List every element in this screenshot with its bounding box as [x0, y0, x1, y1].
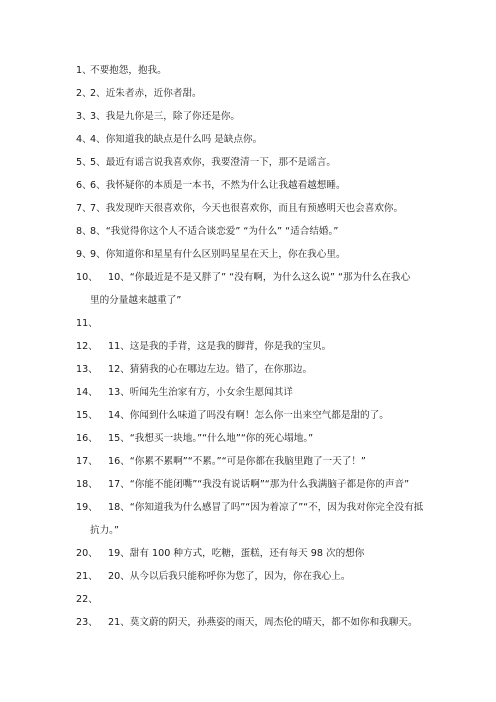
list-item: [0, 63, 496, 79]
item-text: 18、“你知道我为什么感冒了吗”“因为着凉了”“不，因为我对你完全没有抵: [108, 502, 424, 513]
item-text: 9、你知道你和星星有什么区别吗星星在天上，你在我心里。: [90, 249, 346, 260]
item-text: 14、你闻到什么味道了吗没有啊！怎么你一出来空气都是甜的了。: [108, 410, 389, 421]
item-text: 8、“我觉得你这个人不适合谈恋爱” “为什么” “适合结婚。”: [90, 226, 339, 237]
item-text: 6、我怀疑你的本质是一本书，不然为什么让我越看越想睡。: [90, 180, 346, 191]
item-text: 13、听闻先生治家有方，小女余生愿闻其详: [108, 387, 293, 398]
list-item: [0, 546, 496, 562]
list-item: [0, 224, 496, 240]
item-number: 21、: [76, 571, 98, 582]
item-text: 10、“你最近是不是又胖了” “没有啊，为什么这么说” “那为什么在我心: [108, 272, 411, 283]
item-text: 2、近朱者赤，近你者甜。: [90, 88, 202, 99]
list-item: [0, 408, 496, 424]
item-text: 不要抱怨，抱我。: [90, 65, 167, 76]
list-item-continuation: [0, 523, 496, 539]
item-number: 20、: [76, 548, 98, 559]
item-number: 12、: [76, 341, 98, 352]
item-number: 16、: [76, 433, 98, 444]
item-text: 5、最近有谣言说我喜欢你，我要澄清一下，那不是谣言。: [90, 157, 336, 168]
item-number: 11、: [76, 318, 98, 329]
list-item: [0, 477, 496, 493]
list-item: [0, 86, 496, 102]
item-number: 9、: [76, 249, 92, 260]
item-number: 3、: [76, 111, 92, 122]
item-text-continuation: 抗力。”: [90, 525, 119, 536]
list-item: [0, 500, 496, 516]
list-item: [0, 615, 496, 631]
item-number: 14、: [76, 387, 98, 398]
list-item: [0, 201, 496, 217]
list-item: [0, 316, 496, 332]
item-number: 7、: [76, 203, 92, 214]
list-item: [0, 569, 496, 585]
list-item: [0, 339, 496, 355]
list-item: [0, 431, 496, 447]
item-text: 4、你知道我的缺点是什么吗 是缺点你。: [90, 134, 263, 145]
item-text: 15、“我想买一块地。”“什么地”“你的死心塌地。”: [108, 433, 314, 444]
item-number: 1、: [76, 65, 92, 76]
item-text: 19、甜有 100 种方式，吃糖，蛋糕，还有每天 98 次的想你: [108, 548, 365, 559]
item-text: 20、从今以后我只能称呼你为您了，因为，你在我心上。: [108, 571, 351, 582]
item-number: 19、: [76, 502, 98, 513]
item-text-continuation: 里的分量越来越重了”: [90, 295, 182, 306]
item-text: 3、我是九你是三，除了你还是你。: [90, 111, 241, 122]
list-item: [0, 132, 496, 148]
list-item: [0, 454, 496, 470]
list-item: [0, 109, 496, 125]
item-number: 18、: [76, 479, 98, 490]
item-text: 16、“你累不累啊”“不累。”“可是你都在我脑里跑了一天了！”: [108, 456, 366, 467]
item-number: 2、: [76, 88, 92, 99]
item-text: 12、猜猜我的心在哪边左边。错了，在你那边。: [108, 364, 313, 375]
list-item: [0, 270, 496, 286]
item-number: 10、: [76, 272, 98, 283]
item-number: 6、: [76, 180, 92, 191]
list-item-continuation: [0, 293, 496, 309]
item-text: 17、“你能不能闭嘴”“我没有说话啊”“那为什么我满脑子都是你的声音”: [108, 479, 410, 490]
item-number: 8、: [76, 226, 92, 237]
list-item: [0, 592, 496, 608]
item-text: 7、我发现昨天很喜欢你，今天也很喜欢你，而且有预感明天也会喜欢你。: [90, 203, 404, 214]
item-number: 5、: [76, 157, 92, 168]
item-number: 4、: [76, 134, 92, 145]
list-item: [0, 247, 496, 263]
item-number: 23、: [76, 617, 98, 628]
list-item: [0, 155, 496, 171]
list-item: [0, 385, 496, 401]
item-number: 13、: [76, 364, 98, 375]
item-text: 21、莫文蔚的阴天，孙燕姿的雨天，周杰伦的晴天，都不如你和我聊天。: [108, 617, 418, 628]
list-item: [0, 178, 496, 194]
item-number: 17、: [76, 456, 98, 467]
item-text: 11、这是我的手背，这是我的脚背，你是我的宝贝。: [108, 341, 332, 352]
item-number: 22、: [76, 594, 98, 605]
item-number: 15、: [76, 410, 98, 421]
list-item: [0, 362, 496, 378]
